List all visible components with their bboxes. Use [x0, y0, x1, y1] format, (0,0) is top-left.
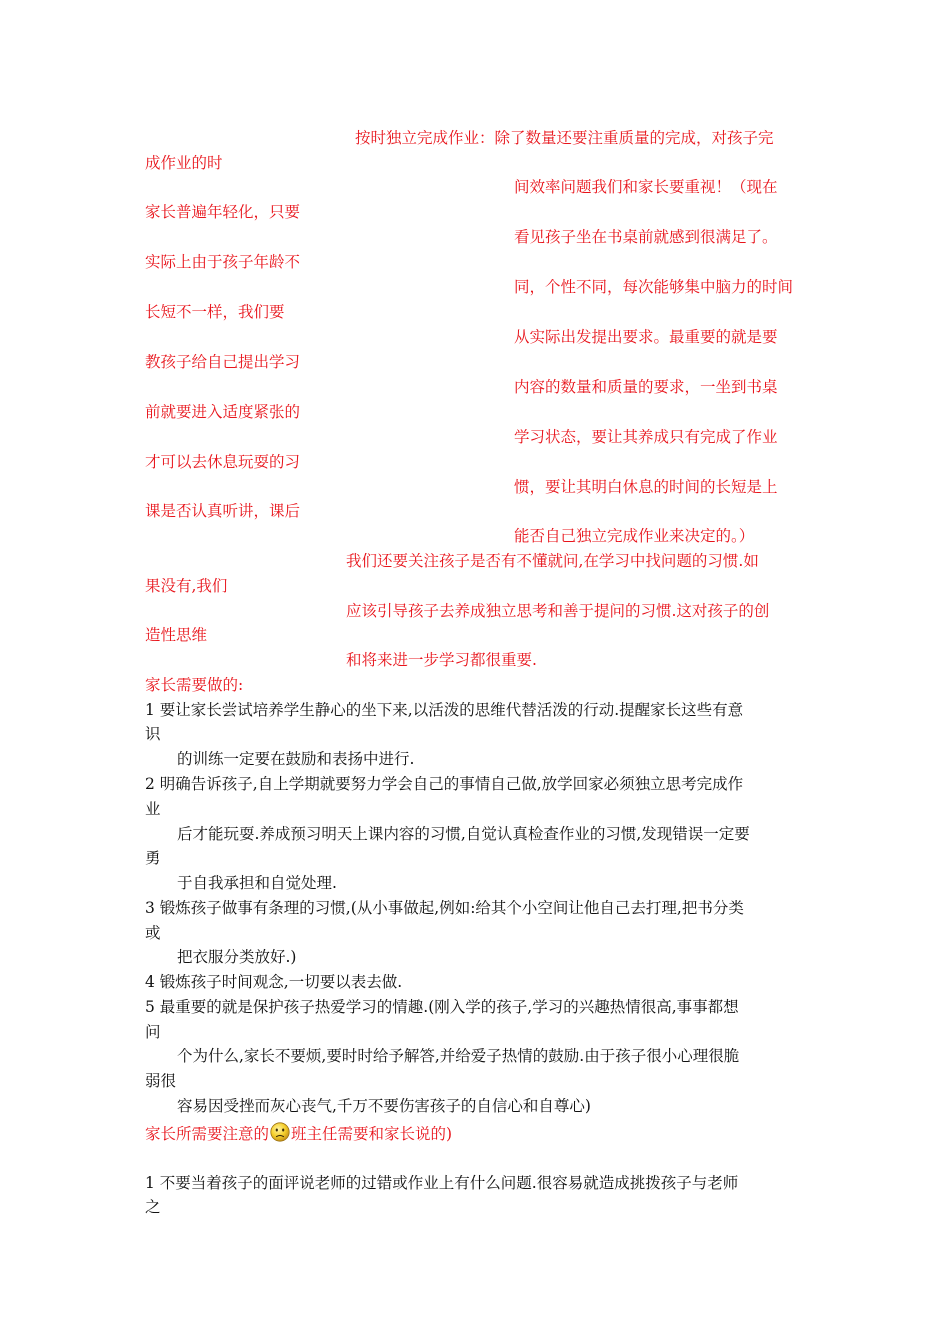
right-col-line-2: 看见孩子坐在书桌前就感到很满足了。 — [514, 228, 778, 246]
right-col-line-4: 从实际出发提出要求。最重要的就是要 — [514, 328, 778, 346]
final-line-2: 之 — [145, 1198, 161, 1216]
right-col-line-8: 能否自己独立完成作业来决定的。） — [514, 527, 755, 545]
notice-line — [145, 1122, 452, 1144]
red-line-1: 按时独立完成作业：除了数量还要注重质量的完成，对孩子完 — [355, 129, 774, 147]
right-col-line-3: 同，个性不同，每次能够集中脑力的时间 — [514, 278, 794, 296]
left-col-line-7: 课是否认真听讲，课后 — [145, 502, 301, 520]
right-col-line-1: 间效率问题我们和家长要重视！（现在 — [514, 178, 778, 196]
list-item-5-line-4: 弱很 — [145, 1072, 177, 1090]
para2-line-5: 和将来进一步学习都很重要. — [346, 651, 537, 669]
left-col-line-5: 前就要进入适度紧张的 — [145, 403, 301, 421]
para2-line-1: 我们还要关注孩子是否有不懂就问,在学习中找问题的习惯.如 — [346, 552, 759, 570]
left-col-line-6: 才可以去休息玩耍的习 — [145, 453, 301, 471]
list-item-1-line-3: 的训练一定要在鼓励和表扬中进行. — [177, 750, 415, 768]
list-item-5-line-3: 个为什么,家长不要烦,要时时给予解答,并给爱子热情的鼓励.由于孩子很小心理很脆 — [177, 1047, 740, 1065]
notice-text-after: 班主任需要和家长说的) — [291, 1125, 453, 1143]
left-col-line-3: 长短不一样，我们要 — [145, 303, 285, 321]
final-line-1: 1 不要当着孩子的面评说老师的过错或作业上有什么问题.很容易就造成挑拨孩子与老师 — [145, 1174, 739, 1192]
list-item-3-line-2: 或 — [145, 924, 161, 942]
notice-text-before: 家长所需要注意的 — [145, 1125, 270, 1143]
list-item-1-line-2: 识 — [145, 725, 161, 743]
section-heading: 家长需要做的: — [145, 676, 244, 694]
left-col-line-1: 家长普遍年轻化，只要 — [145, 203, 301, 221]
list-item-2-line-1: 2 明确告诉孩子,自上学期就要努力学会自己的事情自己做,放学回家必须独立思考完成作 — [145, 775, 744, 793]
right-col-line-6: 学习状态，要让其养成只有完成了作业 — [514, 428, 778, 446]
para2-line-3: 应该引导孩子去养成独立思考和善于提问的习惯.这对孩子的创 — [346, 602, 770, 620]
list-item-2-line-2: 业 — [145, 800, 161, 818]
para2-line-2: 果没有,我们 — [145, 577, 228, 595]
list-item-5-line-5: 容易因受挫而灰心丧气,千万不要伤害孩子的自信心和自尊心) — [177, 1097, 591, 1115]
para2-line-4: 造性思维 — [145, 626, 208, 644]
list-item-2-line-5: 于自我承担和自觉处理. — [177, 874, 337, 892]
list-item-3-line-3: 把衣服分类放好.) — [177, 948, 297, 966]
list-item-3-line-1: 3 锻炼孩子做事有条理的习惯,(从小事做起,例如:给其个小空间让他自己去打理,把书分类 — [145, 899, 744, 917]
right-col-line-7: 惯，要让其明白休息的时间的长短是上 — [514, 478, 778, 496]
list-item-1-line-1: 1 要让家长尝试培养学生静心的坐下来,以活泼的思维代替活泼的行动.提醒家长这些有意 — [145, 701, 744, 719]
left-col-line-2: 实际上由于孩子年龄不 — [145, 253, 301, 271]
left-col-line-4: 教孩子给自己提出学习 — [145, 353, 301, 371]
list-item-2-line-3: 后才能玩耍.养成预习明天上课内容的习惯,自觉认真检查作业的习惯,发现错误一定要 — [177, 825, 750, 843]
right-col-line-5: 内容的数量和质量的要求，一坐到书桌 — [514, 378, 778, 396]
list-item-5-line-2: 问 — [145, 1023, 161, 1041]
list-item-5-line-1: 5 最重要的就是保护孩子热爱学习的情趣.(刚入学的孩子,学习的兴趣热情很高,事事都想 — [145, 998, 739, 1016]
list-item-4: 4 锻炼孩子时间观念,一切要以表去做. — [145, 973, 403, 991]
sad-face-emoji-icon — [270, 1122, 290, 1142]
red-line-2: 成作业的时 — [145, 154, 223, 172]
list-item-2-line-4: 勇 — [145, 849, 161, 867]
